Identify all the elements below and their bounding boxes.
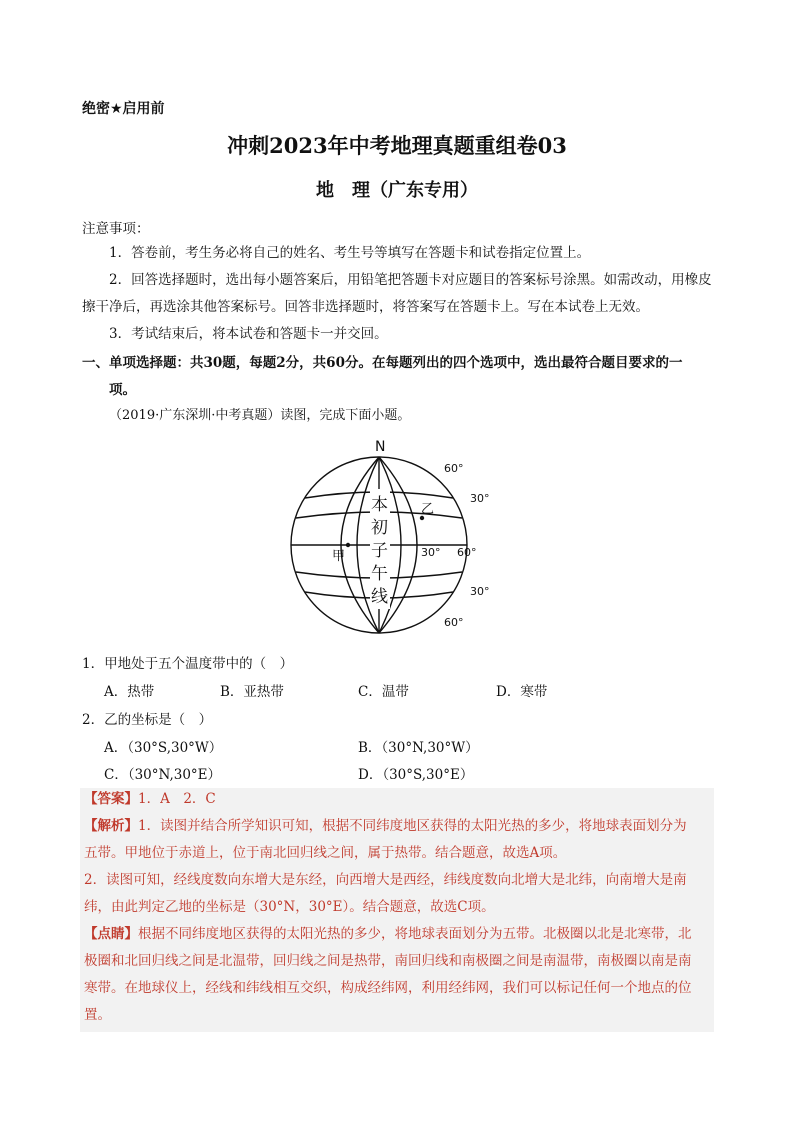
question-2-stem: 2．乙的坐标是（ ） (82, 712, 213, 728)
lat30-top-label: 30° (470, 492, 490, 505)
q2-option-d[interactable]: D．（30°S,30°E） (358, 767, 474, 783)
q2-option-a[interactable]: A．（30°S,30°W） (104, 740, 223, 756)
analysis-line-3: 2．读图可知，经线度数向东增大是东经，向西增大是西经，纬线度数向北增大是北纬，向南增大是南 (84, 872, 687, 888)
lat30-bottom-label: 30° (470, 585, 490, 598)
point-jia-dot (346, 543, 350, 547)
notice-item-1: 1．答卷前，考生务必将自己的姓名、考生号等填写在答题卡和试卷指定位置上。 (109, 245, 591, 261)
analysis-line-1 (84, 813, 714, 840)
meridian-char-1: 本 (371, 495, 388, 515)
q2-option-b[interactable]: B．（30°N,30°W） (358, 740, 479, 756)
tip-line-3: 寒带。在地球仪上，经线和纬线相互交织，构成经纬网，利用经纬网，我们可以标记任何一个地点的位 (84, 980, 692, 996)
meridian-char-2: 初 (371, 518, 388, 538)
q2-option-c[interactable]: C．（30°N,30°E） (104, 767, 222, 783)
tip-line-4: 置。 (84, 1007, 111, 1023)
exam-subtitle: 地 理（广东专用） (316, 180, 478, 201)
notice-item-3: 3．考试结束后，将本试卷和答题卡一并交回。 (109, 326, 388, 342)
answer-line (84, 786, 714, 813)
point-jia-label: 甲 (332, 549, 346, 564)
tip-line-1 (84, 921, 714, 948)
q1-option-c[interactable]: C．温带 (358, 684, 409, 700)
lon60-label: 60° (457, 546, 477, 559)
question-source: （2019·广东深圳·中考真题）读图，完成下面小题。 (109, 408, 411, 423)
answer-text: 1．A 2．C (138, 791, 216, 807)
question-1-stem: 1．甲地处于五个温度带中的（ ） (82, 656, 294, 672)
notice-item-2: 2．回答选择题时，选出每小题答案后，用铅笔把答题卡对应题目的答案标号涂黑。如需改动，用橡皮擦干净后，再选涂其他答案标号。回答非选择题时，将答案写在答题卡上。写在本试卷上无效。 (82, 272, 712, 315)
tip-text-1: 根据不同纬度地区获得的太阳光热的多少，将地球表面划分为五带。北极圈以北是北寒带，北 (138, 926, 692, 942)
section-heading (82, 350, 714, 404)
globe-diagram (274, 436, 494, 636)
analysis-line-4: 纬，由此判定乙地的坐标是（30°N，30°E）。结合题意，故选C项。 (84, 899, 495, 915)
north-label: N (375, 439, 386, 455)
tip-tag: 【点睛】 (84, 926, 138, 942)
q1-option-b[interactable]: B．亚热带 (220, 684, 284, 700)
lon30-label: 30° (421, 546, 441, 559)
analysis-line-2: 五带。甲地位于赤道上，位于南北回归线之间，属于热带。结合题意，故选A项。 (84, 845, 567, 861)
section-heading-line2: 项。 (109, 382, 136, 398)
lat60-bottom-label: 60° (444, 616, 464, 629)
meridian-char-5: 线 (371, 587, 388, 607)
section-heading-line1: 一、单项选择题：共30题，每题2分，共60分。在每题列出的四个选项中，选出最符合题目要求的一 (82, 355, 683, 371)
analysis-text-1: 1．读图并结合所学知识可知，根据不同纬度地区获得的太阳光热的多少，将地球表面划分为 (138, 818, 687, 834)
meridian-char-4: 午 (371, 564, 388, 584)
analysis-tag: 【解析】 (84, 818, 138, 834)
notice-heading: 注意事项： (82, 221, 150, 237)
tip-line-2: 极圈和北回归线之间是北温带，回归线之间是热带，南回归线和南极圈之间是南温带，南极圈以南是南 (84, 953, 692, 969)
q1-option-a[interactable]: A．热带 (104, 684, 155, 700)
confidential-mark: 绝密★启用前 (82, 101, 165, 117)
exam-title: 冲刺2023年中考地理真题重组卷03 (227, 133, 567, 158)
point-yi-label: 乙 (421, 502, 435, 517)
lat60-top-label: 60° (444, 462, 464, 475)
answer-tag: 【答案】 (84, 791, 138, 807)
q1-option-d[interactable]: D．寒带 (496, 684, 548, 700)
meridian-char-3: 子 (371, 541, 388, 561)
